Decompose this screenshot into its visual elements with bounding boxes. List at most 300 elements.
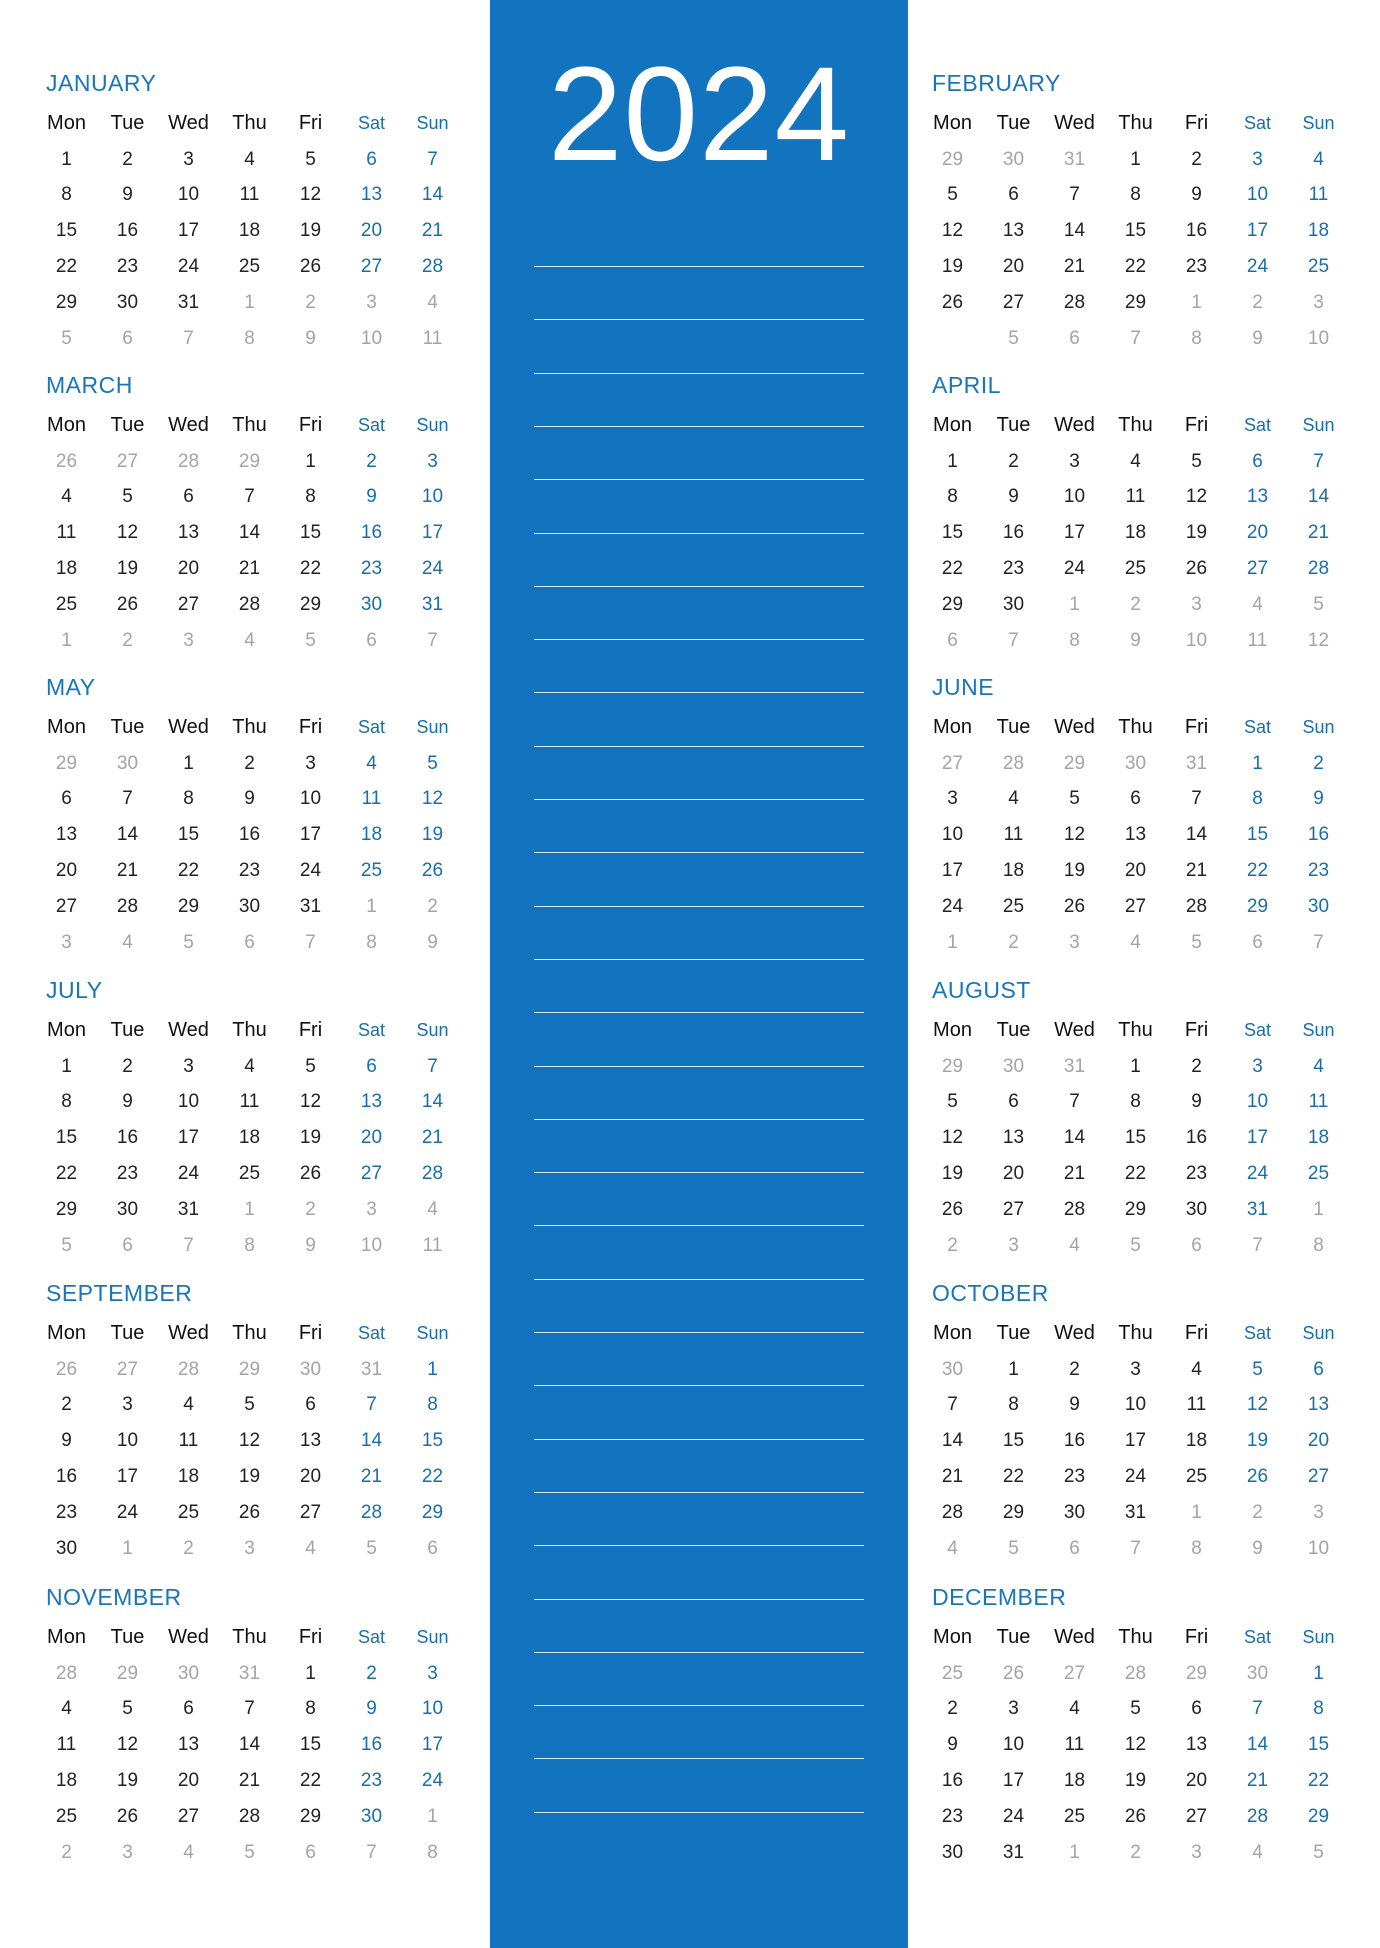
day-cell: 16: [238, 824, 261, 846]
day-cell: 29: [1246, 895, 1269, 917]
day-cell-outside: 5: [1008, 327, 1019, 349]
day-cell: 17: [1246, 1127, 1269, 1149]
day-cell: 8: [427, 1394, 438, 1416]
day-cell-outside: 28: [177, 450, 200, 472]
day-cell-outside: 6: [366, 629, 377, 651]
day-cell: 3: [947, 788, 958, 810]
day-cell: 15: [1124, 220, 1147, 242]
day-cell-outside: 5: [61, 327, 72, 349]
month-october: [922, 1280, 1335, 1580]
day-cell-outside: 30: [177, 1662, 200, 1684]
day-cell-outside: 10: [1307, 327, 1330, 349]
day-cell: 4: [61, 486, 72, 508]
note-line: [534, 373, 864, 374]
day-cell-outside: 8: [244, 327, 255, 349]
day-cell: 23: [55, 1501, 78, 1523]
day-cell-outside: 7: [1252, 1234, 1263, 1256]
day-cell: 11: [56, 1734, 77, 1756]
day-cell: 27: [1002, 1198, 1025, 1220]
day-cell: 21: [421, 220, 444, 242]
day-cell: 24: [1246, 1163, 1269, 1185]
day-cell: 21: [360, 1466, 383, 1488]
day-cell: 21: [1307, 522, 1330, 544]
day-cell: 17: [1124, 1430, 1147, 1452]
note-line: [534, 319, 864, 320]
day-cell: 28: [238, 593, 261, 615]
weekday-header: Sun: [1302, 113, 1335, 134]
day-cell: 18: [55, 558, 78, 580]
day-cell: 4: [244, 148, 255, 170]
day-cell-outside: 2: [305, 1198, 316, 1220]
day-cell-outside: 29: [116, 1662, 139, 1684]
weekday-header: Mon: [933, 1019, 972, 1042]
day-cell: 31: [1124, 1501, 1147, 1523]
day-cell: 8: [61, 1091, 72, 1113]
day-cell-outside: 9: [1130, 629, 1141, 651]
day-cell: 30: [1185, 1198, 1208, 1220]
day-cell: 12: [116, 522, 139, 544]
day-cell: 6: [1313, 1358, 1324, 1380]
day-cell: 3: [427, 450, 438, 472]
note-line: [534, 1545, 864, 1546]
day-cell: 11: [1308, 184, 1329, 206]
day-cell: 19: [1063, 860, 1086, 882]
weekday-header: Sat: [357, 1627, 386, 1648]
day-cell: 4: [183, 1394, 194, 1416]
day-cell: 22: [1002, 1466, 1025, 1488]
day-cell: 30: [1063, 1501, 1086, 1523]
day-cell: 1: [947, 450, 958, 472]
day-cell: 1: [183, 752, 194, 774]
day-cell: 4: [244, 1055, 255, 1077]
weekday-header: Sat: [1243, 717, 1272, 738]
day-cell: 5: [947, 184, 958, 206]
day-cell: 20: [177, 558, 200, 580]
day-cell: 21: [421, 1127, 444, 1149]
day-cell: 6: [366, 1055, 377, 1077]
day-cell: 10: [1246, 184, 1269, 206]
weekday-header: Sun: [1302, 1323, 1335, 1344]
day-cell: 18: [1307, 220, 1330, 242]
day-cell-outside: 7: [427, 629, 438, 651]
weekday-header: Sun: [416, 1323, 449, 1344]
day-cell: 19: [1185, 522, 1208, 544]
day-cell: 22: [1124, 1163, 1147, 1185]
day-cell: 26: [238, 1501, 261, 1523]
day-cell: 2: [366, 1662, 377, 1684]
weekday-header: Thu: [1118, 414, 1153, 437]
day-cell-outside: 3: [1069, 931, 1080, 953]
day-cell: 13: [55, 824, 78, 846]
day-cell-outside: 4: [427, 291, 438, 313]
weekday-header: Wed: [1054, 716, 1095, 739]
day-cell: 25: [1002, 895, 1025, 917]
day-cell: 28: [1307, 558, 1330, 580]
day-cell: 3: [1008, 1698, 1019, 1720]
day-cell: 22: [299, 1770, 322, 1792]
day-cell: 19: [1124, 1770, 1147, 1792]
day-cell-outside: 31: [238, 1662, 261, 1684]
day-cell: 27: [177, 1805, 200, 1827]
day-cell: 28: [941, 1501, 964, 1523]
day-cell: 25: [1185, 1466, 1208, 1488]
day-cell: 26: [941, 291, 964, 313]
day-cell: 24: [299, 860, 322, 882]
day-cell: 9: [366, 486, 377, 508]
day-cell: 20: [1002, 1163, 1025, 1185]
day-cell-outside: 3: [1191, 1841, 1202, 1863]
day-cell-outside: 10: [1307, 1537, 1330, 1559]
day-cell-outside: 1: [366, 895, 377, 917]
month-grid: [922, 710, 1335, 961]
day-cell: 15: [1307, 1734, 1330, 1756]
day-cell-outside: 30: [299, 1358, 322, 1380]
day-cell: 2: [1191, 1055, 1202, 1077]
day-cell-outside: 31: [1185, 752, 1208, 774]
day-cell: 20: [1307, 1430, 1330, 1452]
day-cell: 29: [1307, 1805, 1330, 1827]
weekday-header: Sun: [1302, 1020, 1335, 1041]
day-cell-outside: 6: [427, 1537, 438, 1559]
weekday-header: Wed: [1054, 1626, 1095, 1649]
day-cell: 8: [61, 184, 72, 206]
month-grid: [36, 710, 449, 961]
weekday-header: Mon: [933, 414, 972, 437]
day-cell: 6: [366, 148, 377, 170]
day-cell: 18: [177, 1466, 200, 1488]
day-cell: 18: [1307, 1127, 1330, 1149]
day-cell: 5: [305, 1055, 316, 1077]
day-cell: 10: [941, 824, 964, 846]
weekday-header: Sun: [1302, 1627, 1335, 1648]
weekday-header: Sat: [1243, 415, 1272, 436]
day-cell: 3: [305, 752, 316, 774]
day-cell: 22: [177, 860, 200, 882]
day-cell-outside: 10: [360, 1234, 383, 1256]
day-cell: 13: [1124, 824, 1147, 846]
day-cell-outside: 8: [1191, 327, 1202, 349]
day-cell: 30: [1307, 895, 1330, 917]
month-name: JULY: [46, 977, 103, 1003]
day-cell-outside: 10: [1185, 629, 1208, 651]
weekday-header: Tue: [110, 716, 145, 739]
weekday-header: Thu: [232, 414, 267, 437]
weekday-header: Mon: [47, 1019, 86, 1042]
day-cell-outside: 4: [305, 1537, 316, 1559]
note-line: [534, 586, 864, 587]
month-name: OCTOBER: [932, 1280, 1049, 1306]
day-cell: 27: [360, 256, 383, 278]
day-cell: 23: [1185, 1163, 1208, 1185]
day-cell-outside: 4: [1252, 593, 1263, 615]
day-cell: 23: [238, 860, 261, 882]
day-cell-outside: 6: [122, 1234, 133, 1256]
day-cell: 22: [941, 558, 964, 580]
day-cell: 14: [116, 824, 139, 846]
day-cell: 30: [116, 1198, 139, 1220]
day-cell: 2: [61, 1394, 72, 1416]
day-cell: 31: [421, 593, 444, 615]
note-line: [534, 852, 864, 853]
day-cell: 23: [1185, 256, 1208, 278]
day-cell-outside: 26: [1002, 1662, 1025, 1684]
day-cell: 19: [299, 220, 322, 242]
weekday-header: Tue: [996, 1626, 1031, 1649]
day-cell: 24: [177, 256, 200, 278]
day-cell: 8: [1313, 1698, 1324, 1720]
day-cell: 5: [305, 148, 316, 170]
day-cell: 16: [360, 522, 383, 544]
day-cell: 11: [1186, 1394, 1207, 1416]
day-cell: 25: [1307, 256, 1330, 278]
day-cell: 25: [55, 1805, 78, 1827]
day-cell: 13: [1185, 1734, 1208, 1756]
day-cell: 26: [941, 1198, 964, 1220]
day-cell: 9: [122, 184, 133, 206]
day-cell: 7: [1252, 1698, 1263, 1720]
day-cell: 26: [299, 1163, 322, 1185]
day-cell-outside: 9: [305, 327, 316, 349]
day-cell: 19: [941, 1163, 964, 1185]
day-cell: 23: [360, 558, 383, 580]
weekday-header: Fri: [298, 112, 323, 135]
day-cell-outside: 29: [941, 1055, 964, 1077]
weekday-header: Tue: [996, 716, 1031, 739]
day-cell-outside: 3: [244, 1537, 255, 1559]
weekday-header: Fri: [1184, 414, 1209, 437]
day-cell: 25: [360, 860, 383, 882]
day-cell: 26: [1185, 558, 1208, 580]
day-cell: 13: [1307, 1394, 1330, 1416]
day-cell: 24: [1124, 1466, 1147, 1488]
weekday-header: Wed: [168, 414, 209, 437]
day-cell: 17: [1246, 220, 1269, 242]
day-cell: 24: [116, 1501, 139, 1523]
weekday-header: Fri: [298, 1019, 323, 1042]
day-cell-outside: 1: [1191, 1501, 1202, 1523]
day-cell: 1: [61, 148, 72, 170]
day-cell: 17: [177, 1127, 200, 1149]
day-cell: 26: [421, 860, 444, 882]
day-cell-outside: 4: [183, 1841, 194, 1863]
day-cell-outside: 2: [61, 1841, 72, 1863]
day-cell: 7: [1191, 788, 1202, 810]
note-line: [534, 479, 864, 480]
day-cell-outside: 6: [1069, 327, 1080, 349]
day-cell: 2: [366, 450, 377, 472]
month-grid: [36, 1316, 449, 1567]
day-cell: 18: [1063, 1770, 1086, 1792]
day-cell-outside: 25: [941, 1662, 964, 1684]
day-cell: 28: [1063, 291, 1086, 313]
month-name: DECEMBER: [932, 1584, 1067, 1610]
day-cell: 8: [947, 486, 958, 508]
day-cell: 15: [1124, 1127, 1147, 1149]
day-cell-outside: 6: [305, 1841, 316, 1863]
day-cell: 26: [116, 593, 139, 615]
day-cell: 20: [55, 860, 78, 882]
day-cell: 12: [1185, 486, 1208, 508]
day-cell: 2: [244, 752, 255, 774]
day-cell-outside: 2: [1252, 291, 1263, 313]
day-cell: 20: [1246, 522, 1269, 544]
day-cell-outside: 5: [366, 1537, 377, 1559]
day-cell-outside: 5: [1191, 931, 1202, 953]
day-cell: 13: [360, 1091, 383, 1113]
day-cell-outside: 28: [55, 1662, 78, 1684]
day-cell: 20: [1185, 1770, 1208, 1792]
note-line: [534, 1279, 864, 1280]
day-cell: 7: [1069, 184, 1080, 206]
day-cell: 9: [61, 1430, 72, 1452]
day-cell: 31: [1246, 1198, 1269, 1220]
month-june: [922, 674, 1335, 974]
day-cell: 6: [183, 1698, 194, 1720]
day-cell: 20: [1124, 860, 1147, 882]
day-cell-outside: 7: [183, 1234, 194, 1256]
day-cell: 28: [421, 256, 444, 278]
day-cell: 23: [1307, 860, 1330, 882]
day-cell: 15: [1246, 824, 1269, 846]
day-cell: 12: [1246, 1394, 1269, 1416]
note-line: [534, 426, 864, 427]
day-cell: 12: [941, 220, 964, 242]
day-cell-outside: 2: [947, 1234, 958, 1256]
day-cell-outside: 6: [1069, 1537, 1080, 1559]
day-cell: 1: [1130, 1055, 1141, 1077]
day-cell: 26: [299, 256, 322, 278]
month-grid: [36, 1013, 449, 1264]
day-cell-outside: 1: [61, 629, 72, 651]
day-cell: 19: [116, 1770, 139, 1792]
day-cell: 31: [299, 895, 322, 917]
month-grid: [36, 1620, 449, 1871]
day-cell: 3: [122, 1394, 133, 1416]
weekday-header: Tue: [110, 1626, 145, 1649]
weekday-header: Wed: [1054, 1322, 1095, 1345]
day-cell-outside: 31: [360, 1358, 383, 1380]
weekday-header: Sat: [357, 717, 386, 738]
day-cell-outside: 5: [183, 931, 194, 953]
day-cell: 18: [1185, 1430, 1208, 1452]
day-cell-outside: 3: [122, 1841, 133, 1863]
day-cell: 16: [55, 1466, 78, 1488]
month-name: NOVEMBER: [46, 1584, 182, 1610]
day-cell-outside: 29: [1063, 752, 1086, 774]
day-cell: 28: [238, 1805, 261, 1827]
day-cell: 21: [238, 558, 261, 580]
day-cell: 8: [1008, 1394, 1019, 1416]
day-cell: 6: [1191, 1698, 1202, 1720]
day-cell: 10: [177, 1091, 200, 1113]
weekday-header: Sat: [1243, 1323, 1272, 1344]
day-cell-outside: 29: [941, 148, 964, 170]
day-cell: 15: [941, 522, 964, 544]
month-february: [922, 70, 1335, 370]
day-cell: 13: [177, 1734, 200, 1756]
day-cell-outside: 28: [1124, 1662, 1147, 1684]
day-cell-outside: 1: [122, 1537, 133, 1559]
day-cell: 17: [421, 522, 444, 544]
day-cell: 7: [1313, 450, 1324, 472]
day-cell: 28: [1063, 1198, 1086, 1220]
day-cell-outside: 27: [941, 752, 964, 774]
day-cell-outside: 5: [244, 1841, 255, 1863]
weekday-header: Wed: [168, 1626, 209, 1649]
day-cell: 27: [1246, 558, 1269, 580]
weekday-header: Fri: [1184, 112, 1209, 135]
day-cell-outside: 29: [55, 752, 78, 774]
day-cell: 17: [177, 220, 200, 242]
day-cell: 4: [1130, 450, 1141, 472]
day-cell: 28: [421, 1163, 444, 1185]
day-cell: 12: [941, 1127, 964, 1149]
month-january: [36, 70, 449, 370]
day-cell: 1: [305, 1662, 316, 1684]
weekday-header: Wed: [1054, 1019, 1095, 1042]
day-cell: 18: [55, 1770, 78, 1792]
year-title: 2024: [547, 40, 851, 189]
day-cell: 21: [1246, 1770, 1269, 1792]
day-cell-outside: 1: [947, 931, 958, 953]
day-cell-outside: 1: [1313, 1198, 1324, 1220]
day-cell: 20: [360, 220, 383, 242]
weekday-header: Thu: [1118, 716, 1153, 739]
day-cell-outside: 2: [427, 895, 438, 917]
day-cell: 22: [1246, 860, 1269, 882]
day-cell: 2: [947, 1698, 958, 1720]
day-cell-outside: 28: [1002, 752, 1025, 774]
day-cell-outside: 29: [238, 1358, 261, 1380]
day-cell: 7: [122, 788, 133, 810]
day-cell-outside: 3: [366, 1198, 377, 1220]
day-cell: 8: [305, 1698, 316, 1720]
day-cell-outside: 31: [1063, 148, 1086, 170]
day-cell: 2: [122, 148, 133, 170]
day-cell-outside: 5: [1008, 1537, 1019, 1559]
month-september: [36, 1280, 449, 1580]
day-cell-outside: 1: [1191, 291, 1202, 313]
day-cell: 12: [299, 184, 322, 206]
weekday-header: Sat: [1243, 1627, 1272, 1648]
day-cell: 15: [1002, 1430, 1025, 1452]
day-cell-outside: 4: [244, 629, 255, 651]
day-cell: 5: [244, 1394, 255, 1416]
day-cell: 28: [116, 895, 139, 917]
day-cell: 10: [1124, 1394, 1147, 1416]
month-name: JANUARY: [46, 70, 157, 96]
weekday-header: Wed: [1054, 414, 1095, 437]
month-name: FEBRUARY: [932, 70, 1061, 96]
day-cell: 9: [1191, 184, 1202, 206]
day-cell: 21: [116, 860, 139, 882]
weekday-header: Sun: [416, 415, 449, 436]
month-name: AUGUST: [932, 977, 1031, 1003]
day-cell: 12: [1124, 1734, 1147, 1756]
weekday-header: Mon: [933, 1322, 972, 1345]
weekday-header: Wed: [168, 112, 209, 135]
day-cell-outside: 1: [244, 291, 255, 313]
day-cell-outside: 30: [116, 752, 139, 774]
note-line: [534, 1385, 864, 1386]
day-cell-outside: 2: [1252, 1501, 1263, 1523]
note-line: [534, 906, 864, 907]
note-line: [534, 1225, 864, 1226]
day-cell: 3: [183, 148, 194, 170]
day-cell-outside: 4: [122, 931, 133, 953]
day-cell-outside: 11: [422, 327, 443, 349]
day-cell: 19: [421, 824, 444, 846]
